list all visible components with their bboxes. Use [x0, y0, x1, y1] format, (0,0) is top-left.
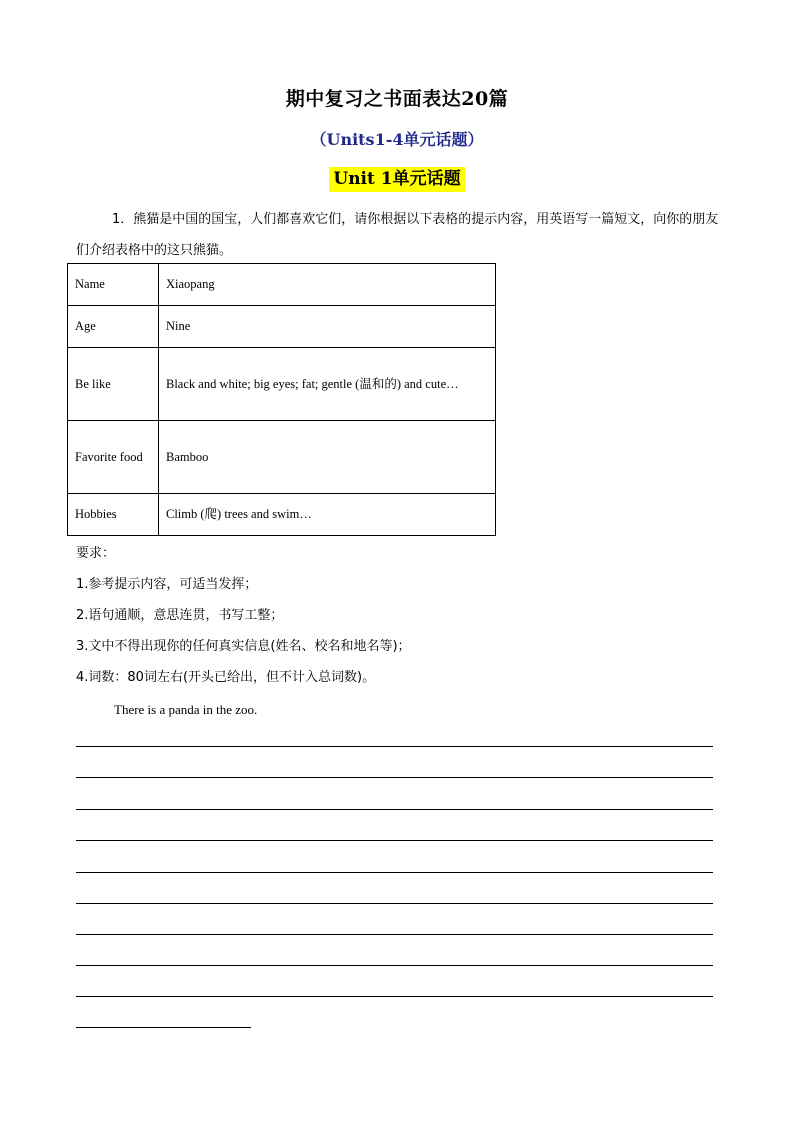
- table-row: [68, 264, 496, 306]
- table-key: Age: [68, 306, 159, 348]
- requirement-item: 3.文中不得出现你的任何真实信息(姓名、校名和地名等)；: [76, 639, 411, 654]
- table-row: [68, 421, 496, 494]
- table-row: [68, 494, 496, 536]
- task-prompt: 1．熊猫是中国的国宝，人们都喜欢它们，请你根据以下表格的提示内容，用英语写一篇短文，向你的朋友们介绍表格中的这只熊猫。: [76, 212, 719, 258]
- document-subtitle: （Units1-4单元话题）: [310, 130, 484, 149]
- table-value: Xiaopang: [159, 264, 496, 306]
- table-key: Hobbies: [68, 494, 159, 536]
- table-key: Name: [68, 264, 159, 306]
- panda-info-table: [67, 263, 496, 536]
- requirement-item: 1.参考提示内容，可适当发挥；: [76, 577, 258, 592]
- requirement-item: 4.词数：80词左右(开头已给出，但不计入总词数)。: [76, 670, 376, 685]
- writing-line[interactable]: [76, 872, 713, 873]
- table-row: [68, 306, 496, 348]
- writing-line[interactable]: [76, 840, 713, 841]
- writing-line[interactable]: [76, 965, 713, 966]
- table-row: [68, 348, 496, 421]
- writing-line[interactable]: [76, 903, 713, 904]
- writing-line[interactable]: [76, 746, 713, 747]
- table-key: Favorite food: [68, 421, 159, 494]
- requirement-item: 2.语句通顺，意思连贯，书写工整；: [76, 608, 284, 623]
- writing-line-short[interactable]: [76, 1027, 251, 1028]
- table-value: Black and white; big eyes; fat; gentle (温和的) and cute…: [159, 348, 496, 421]
- writing-line[interactable]: [76, 996, 713, 997]
- unit-heading-text: Unit 1单元话题: [329, 167, 464, 192]
- document-title: 期中复习之书面表达20篇: [285, 88, 509, 110]
- essay-starter: There is a panda in the zoo.: [114, 702, 258, 717]
- writing-line[interactable]: [76, 777, 713, 778]
- writing-line[interactable]: [76, 809, 713, 810]
- requirements-heading: 要求：: [76, 546, 116, 561]
- table-value: Climb (爬) trees and swim…: [159, 494, 496, 536]
- table-value: Bamboo: [159, 421, 496, 494]
- table-key: Be like: [68, 348, 159, 421]
- writing-line[interactable]: [76, 934, 713, 935]
- unit-heading: [0, 167, 794, 192]
- table-value: Nine: [159, 306, 496, 348]
